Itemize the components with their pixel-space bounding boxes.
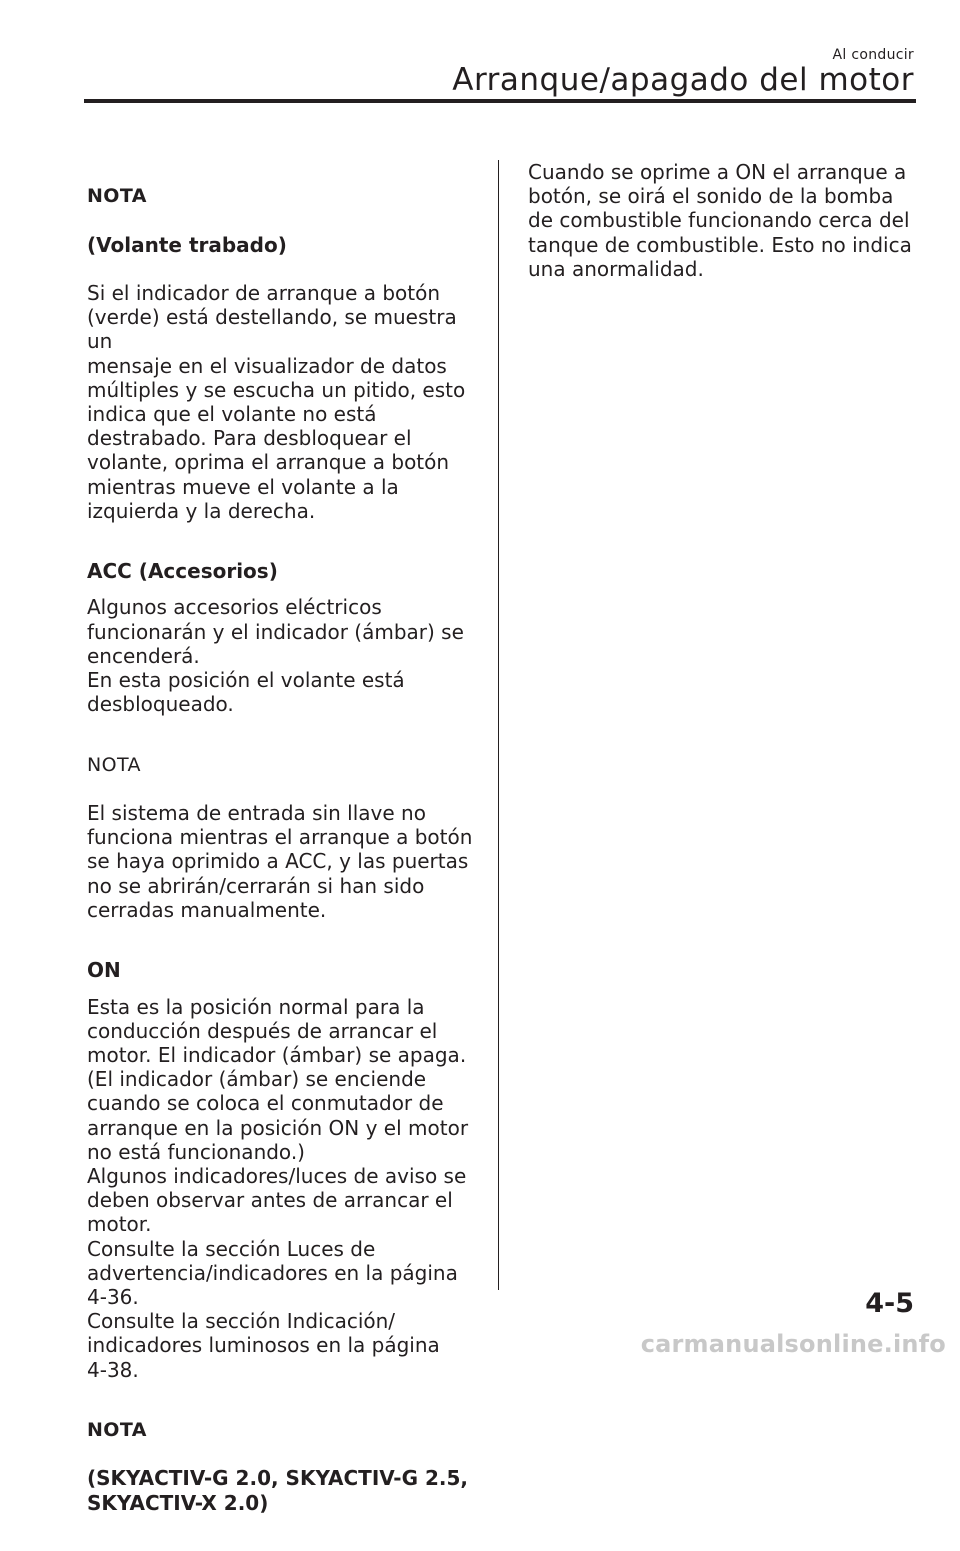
nota-subtitle: (Volante trabado) xyxy=(87,232,287,257)
page-number: 4-5 xyxy=(865,1288,914,1319)
right-text: Cuando se oprime a ON el arranque a botón, se oirá el sonido de la bomba de combustible funcionando cerca del tanque de combustible. Esto no indica una anormalidad. xyxy=(528,160,912,281)
header-rule xyxy=(84,99,916,103)
acc-text: Algunos accesorios eléctricos funcionarán y el indicador (ámbar) se encenderá. En esta posición el volante está desbloqueado. xyxy=(87,595,464,717)
nota-subtitle: (SKYACTIV-G 2.0, SKYACTIV-G 2.5, SKYACTIV-X 2.0) xyxy=(87,1466,468,1515)
nota-acc xyxy=(87,728,482,946)
on-heading: ON xyxy=(87,958,121,983)
nota-volante-trabado xyxy=(87,160,482,547)
nota-label: NOTA xyxy=(87,1418,147,1441)
nota-skyactiv xyxy=(87,1394,482,1539)
chapter-label: Al conducir xyxy=(832,47,914,63)
watermark: carmanualsonline.info xyxy=(640,1330,946,1358)
on-text: Esta es la posición normal para la conducción después de arrancar el motor. El indicador (ámbar) se apaga. (El indicador (ámbar) se enciende cuando se coloca el conmutador de arranque en la posición ON y el motor no está funcionando.) Algunos indicadores/luces de aviso se deben observar antes de arrancar el motor. Consulte la sección Luces de advertencia/indicadores en la página 4-36. Consulte la sección Indicación/ indicadores luminosos en la página 4-38. xyxy=(87,994,469,1382)
column-divider xyxy=(498,160,499,1290)
nota-text: Si el indicador de arranque a botón (verde) está destellando, se muestra un mensaje en el visualizador de datos múltiples y se escucha un pitido, esto indica que el volante no está destrabado. Para desbloquear el volante, oprima el arranque a botón mientras mueve el volante a la izquierda y la derecha. xyxy=(87,281,466,523)
nota-text: El sistema de entrada sin llave no funciona mientras el arranque a botón se haya oprimido a ACC, y las puertas no se abrirán/cerrarán si han sido cerradas manualmente. xyxy=(87,801,473,922)
nota-label: NOTA xyxy=(87,753,141,776)
nota-label: NOTA xyxy=(87,185,147,208)
page-title: Arranque/apagado del motor xyxy=(452,62,914,98)
acc-heading: ACC (Accesorios) xyxy=(87,559,278,584)
left-column xyxy=(87,160,482,1551)
right-column xyxy=(528,160,918,293)
